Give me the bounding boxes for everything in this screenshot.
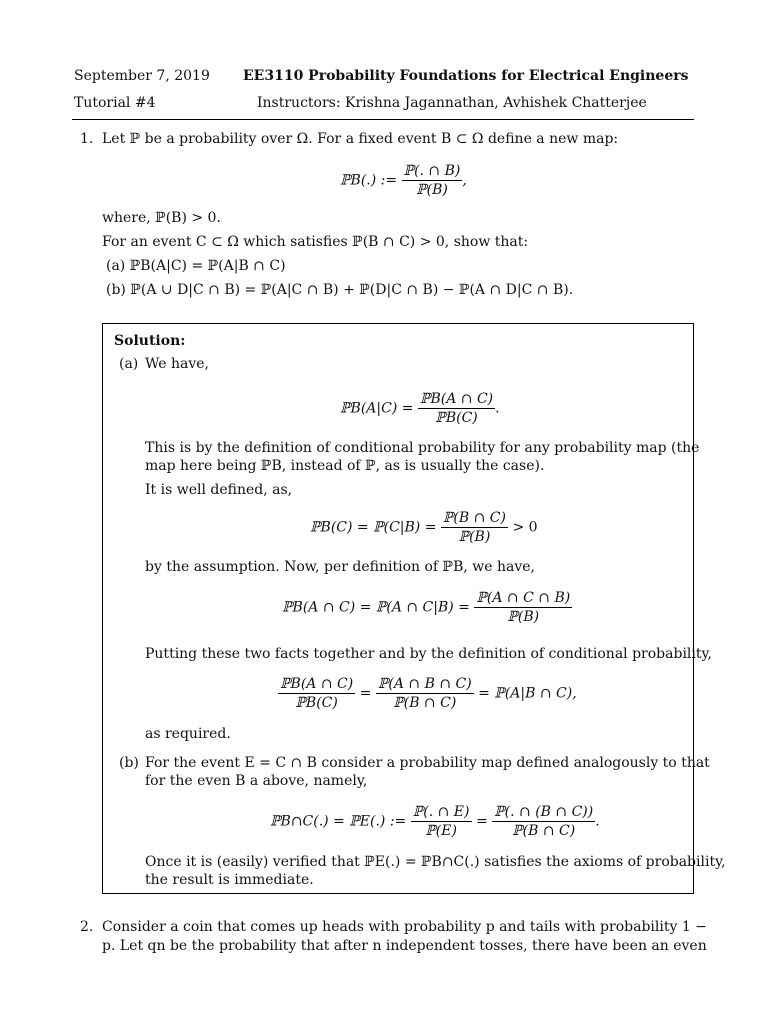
eq4-numerator1: ℙB(A ∩ C) bbox=[280, 676, 354, 692]
solution-b-line1: For the event E = C ∩ B consider a probability map defined analogously to that bbox=[145, 755, 710, 771]
eq2-fraction bbox=[441, 509, 508, 546]
eq3-fraction bbox=[474, 589, 572, 626]
eq2-numerator: ℙ(B ∩ C) bbox=[442, 510, 506, 526]
eq4-fraction1 bbox=[278, 675, 355, 712]
solution-eq4 bbox=[278, 675, 577, 712]
eq1-numerator: ℙB(A ∩ C) bbox=[419, 391, 494, 407]
solution-text3: by the assumption. Now, per definition of ℙB, we have, bbox=[145, 559, 535, 575]
eq3-denominator: ℙ(B) bbox=[507, 609, 540, 625]
eq5-fraction1 bbox=[411, 803, 472, 840]
solution-b-line2: for the even B a above, namely, bbox=[145, 773, 368, 789]
eq4-denominator2: ℙ(B ∩ C) bbox=[393, 695, 457, 711]
problem2-line1: Consider a coin that comes up heads with probability p and tails with probability 1 − bbox=[102, 919, 707, 935]
def-numerator: ℙ(. ∩ B) bbox=[403, 163, 461, 179]
problem1-where: where, ℙ(B) > 0. bbox=[102, 210, 221, 226]
eq4-denominator1: ℙB(C) bbox=[295, 695, 338, 711]
solution-eq3 bbox=[282, 589, 572, 626]
eq5-lhs: ℙB∩C(.) = ℙE(.) := bbox=[270, 813, 407, 830]
eq1-tail: . bbox=[495, 400, 500, 417]
eq1-fraction bbox=[418, 390, 495, 427]
problem1-number: 1. bbox=[80, 131, 94, 147]
header-date: September 7, 2019 bbox=[74, 68, 210, 84]
eq5-fraction2 bbox=[492, 803, 595, 840]
eq1-lhs: ℙB(A|C) = bbox=[340, 400, 414, 417]
solution-text1-line1: This is by the definition of conditional probability for any probability map (the bbox=[145, 440, 700, 456]
eq4-fraction2 bbox=[376, 675, 474, 712]
problem1-part-b: (b) ℙ(A ∪ D|C ∩ B) = ℙ(A|C ∩ B) + ℙ(D|C ∩ B) − ℙ(A ∩ D|C ∩ B). bbox=[106, 282, 574, 298]
eq3-numerator: ℙ(A ∩ C ∩ B) bbox=[476, 590, 571, 606]
eq5-tail: . bbox=[595, 813, 600, 830]
course-title: EE3110 Probability Foundations for Electrical Engineers bbox=[243, 68, 689, 84]
solution-b-label: (b) bbox=[119, 755, 139, 771]
solution-title: Solution: bbox=[114, 333, 186, 349]
eq3-lhs: ℙB(A ∩ C) = ℙ(A ∩ C|B) = bbox=[282, 599, 470, 616]
def-lhs: ℙB(.) := bbox=[340, 172, 398, 189]
solution-eq5 bbox=[270, 803, 600, 840]
def-denominator: ℙ(B) bbox=[416, 182, 448, 198]
solution-text5: as required. bbox=[145, 726, 231, 742]
eq5-denominator2: ℙ(B ∩ C) bbox=[512, 823, 576, 839]
eq4-tail: = ℙ(A|B ∩ C), bbox=[478, 685, 577, 702]
solution-eq1 bbox=[340, 390, 500, 427]
problem1-intro: Let ℙ be a probability over Ω. For a fixed event B ⊂ Ω define a new map: bbox=[102, 131, 619, 147]
eq5-numerator2: ℙ(. ∩ (B ∩ C)) bbox=[494, 804, 594, 820]
solution-b-end2: the result is immediate. bbox=[145, 872, 314, 888]
def-fraction bbox=[402, 162, 463, 199]
problem1-definition bbox=[340, 162, 467, 199]
solution-a-label: (a) bbox=[119, 356, 139, 372]
instructors: Instructors: Krishna Jagannathan, Avhishek Chatterjee bbox=[257, 95, 647, 111]
solution-eq2 bbox=[310, 509, 538, 546]
solution-text2: It is well defined, as, bbox=[145, 482, 293, 498]
solution-a-intro: We have, bbox=[145, 356, 209, 372]
problem2-line2: p. Let qn be the probability that after n independent tosses, there have been an even bbox=[102, 938, 707, 954]
eq2-lhs: ℙB(C) = ℙ(C|B) = bbox=[310, 519, 437, 536]
eq4-equals: = bbox=[359, 685, 372, 702]
problem2-number: 2. bbox=[80, 919, 94, 935]
def-tail: , bbox=[462, 172, 467, 189]
eq2-denominator: ℙ(B) bbox=[458, 529, 491, 545]
problem1-for-event: For an event C ⊂ Ω which satisfies ℙ(B ∩ C) > 0, show that: bbox=[102, 234, 529, 250]
eq5-denominator1: ℙ(E) bbox=[425, 823, 457, 839]
header-rule bbox=[72, 119, 694, 120]
eq5-equals: = bbox=[475, 813, 488, 830]
eq2-tail: > 0 bbox=[512, 519, 538, 536]
solution-b-end1: Once it is (easily) verified that ℙE(.) = ℙB∩C(.) satisfies the axioms of probability, bbox=[145, 854, 726, 870]
problem1-part-a: (a) ℙB(A|C) = ℙ(A|B ∩ C) bbox=[106, 258, 286, 274]
eq1-denominator: ℙB(C) bbox=[435, 410, 478, 426]
tutorial-number: Tutorial #4 bbox=[74, 95, 156, 111]
eq5-numerator1: ℙ(. ∩ E) bbox=[412, 804, 470, 820]
solution-text1-line2: map here being ℙB, instead of ℙ, as is usually the case). bbox=[145, 458, 545, 474]
eq4-numerator2: ℙ(A ∩ B ∩ C) bbox=[377, 676, 472, 692]
solution-text4: Putting these two facts together and by the definition of conditional probability, bbox=[145, 646, 713, 662]
